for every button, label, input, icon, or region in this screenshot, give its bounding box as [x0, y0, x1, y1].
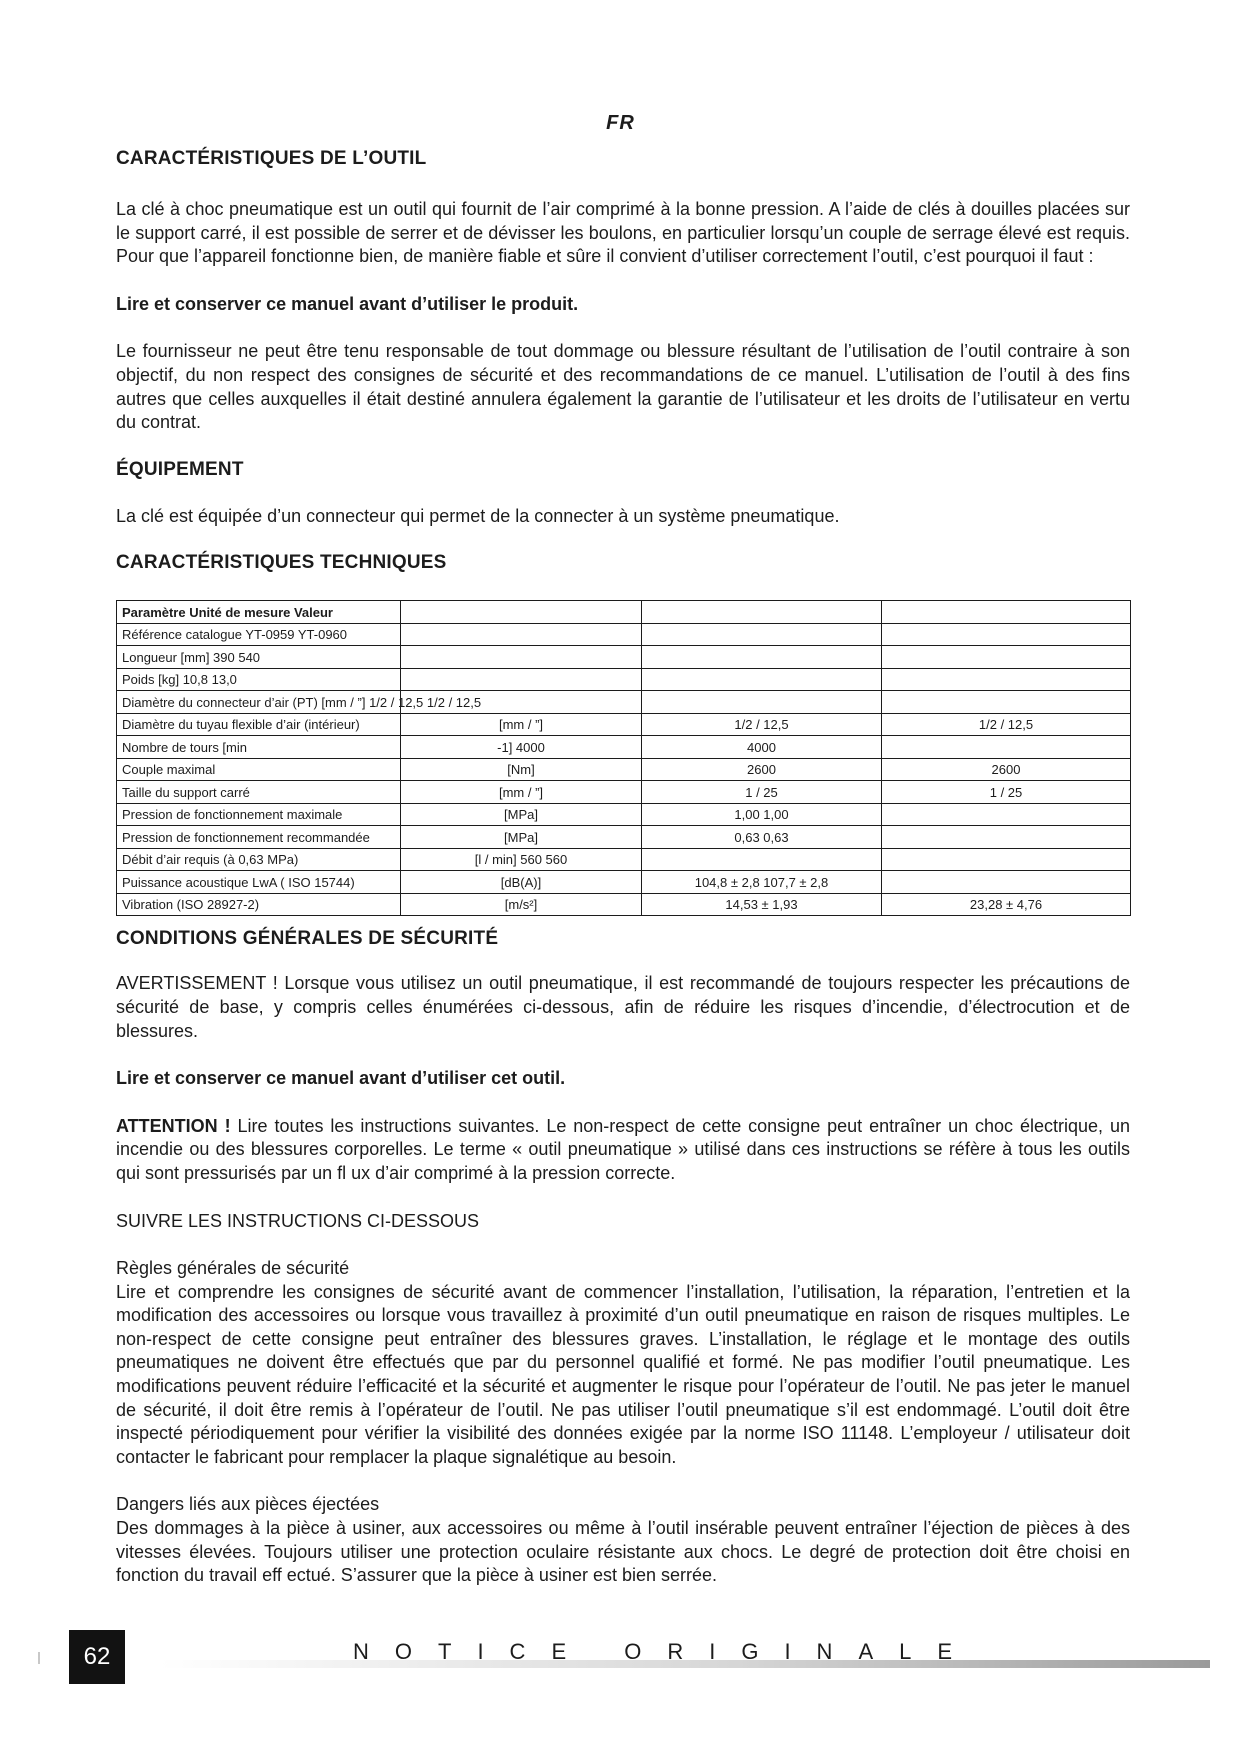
table-cell: Couple maximal — [117, 758, 401, 781]
table-cell: 4000 — [642, 736, 882, 759]
attention-label: ATTENTION ! — [116, 1115, 231, 1136]
specs-table — [116, 600, 1131, 916]
table-row — [117, 781, 1131, 804]
table-cell — [642, 646, 882, 669]
table-cell: Diamètre du connecteur d’air (PT) [mm / ”] 1/2 / 12,5 1/2 / 12,5 — [117, 691, 401, 714]
table-cell: Puissance acoustique LwA ( ISO 15744) — [117, 871, 401, 894]
table-row — [117, 668, 1131, 691]
table-cell: [Nm] — [401, 758, 642, 781]
table-cell: [dB(A)] — [401, 871, 642, 894]
table-cell: [MPa] — [401, 826, 642, 849]
table-cell: Paramètre Unité de mesure Valeur — [117, 601, 401, 624]
table-cell: [MPa] — [401, 803, 642, 826]
table-cell: [l / min] 560 560 — [401, 848, 642, 871]
table-row — [117, 691, 1131, 714]
table-cell — [401, 601, 642, 624]
table-cell — [882, 826, 1131, 849]
paragraph-liability: Le fournisseur ne peut être tenu responsable de tout dommage ou blessure résultant de l’utilisation de l’outil contraire à son objectif, du non respect des consignes de sécurité et des recommandations de ce manuel. L’utilisation de l’outil à des fins autres que celles auxquelles il était destiné annulera également la garantie de l’utilisateur et les droits de l’utilisateur en vertu du contrat. — [116, 341, 1130, 433]
table-cell: Pression de fonctionnement recommandée — [117, 826, 401, 849]
table-cell: [m/s²] — [401, 893, 642, 916]
table-row — [117, 736, 1131, 759]
paragraph-intro: La clé à choc pneumatique est un outil qui fournit de l’air comprimé à la bonne pression. A l’aide de clés à douilles placées sur le support carré, il est possible de serrer et de dévisser les boulons, en particulier lorsqu’un couple de serrage élevé est requis. Pour que l’appareil fonctionne bien, de manière fiable et sûre il convient d’utiliser correctement l’outil, c’est pourquoi il faut : — [116, 199, 1130, 267]
table-row — [117, 848, 1131, 871]
attention-text: Lire toutes les instructions suivantes. Le non-respect de cette consigne peut entraîner un choc électrique, un incendie ou des blessures corporelles. Le terme « outil pneumatique » utilisé dans ces instructions se réfère à tous les outils qui sont pressurisés par un fl ux d’air comprimé à la pression correcte. — [116, 1115, 1130, 1183]
paragraph-follow-instructions: SUIVRE LES INSTRUCTIONS CI-DESSOUS — [116, 1210, 480, 1231]
table-row — [117, 646, 1131, 669]
table-cell: 1,00 1,00 — [642, 803, 882, 826]
table-cell — [882, 646, 1131, 669]
section-title-technical-specs: CARACTÉRISTIQUES TECHNIQUES — [116, 552, 447, 574]
table-row — [117, 601, 1131, 624]
table-cell: 2600 — [642, 758, 882, 781]
paragraph-read-manual-tool: Lire et conserver ce manuel avant d’utiliser cet outil. — [116, 1068, 566, 1089]
footer-tick — [38, 1652, 40, 1664]
table-cell: [mm / ”] — [401, 713, 642, 736]
table-row — [117, 826, 1131, 849]
language-label: FR — [606, 112, 635, 134]
paragraph-general-rules: Lire et comprendre les consignes de sécurité avant de commencer l’installation, l’utilisation, la réparation, l’entretien et la modification des accessoires ou lorsque vous travaillez à proximité d’un outil pneumatique en raison de risques multiples. Le non-respect de cette consigne peut entraîner des blessures graves. L’installation, le réglage et le montage des outils pneumatiques ne doivent être effectués que par du personnel qualifié et formé. Ne pas modifier l’outil pneumatique. Les modifications peuvent réduire l’efficacité et la sécurité et augmenter le risque pour l’opérateur de l’outil. Ne pas jeter le manuel de sécurité, il doit être remis à l’opérateur de l’outil. Ne pas utiliser l’outil pneumatique s’il est endommagé. L’outil doit être inspecté périodiquement pour vérifier la visibilité des données exigée par la norme ISO 11148. L’employeur / utilisateur doit contacter le fabricant pour remplacer la plaque signalétique au besoin. — [116, 1281, 1130, 1467]
table-cell: 23,28 ± 4,76 — [882, 893, 1131, 916]
table-cell: Vibration (ISO 28927-2) — [117, 893, 401, 916]
table-row — [117, 893, 1131, 916]
table-row — [117, 871, 1131, 894]
table-cell: 1 / 25 — [882, 781, 1131, 804]
table-cell — [882, 691, 1131, 714]
table-cell — [401, 668, 642, 691]
table-cell: Longueur [mm] 390 540 — [117, 646, 401, 669]
table-cell: Référence catalogue YT-0959 YT-0960 — [117, 623, 401, 646]
table-cell — [882, 871, 1131, 894]
table-cell: Débit d’air requis (à 0,63 MPa) — [117, 848, 401, 871]
table-cell: Taille du support carré — [117, 781, 401, 804]
table-cell — [882, 803, 1131, 826]
table-cell: 104,8 ± 2,8 107,7 ± 2,8 — [642, 871, 882, 894]
table-cell — [642, 623, 882, 646]
paragraph-equipment: La clé est équipée d’un connecteur qui permet de la connecter à un système pneumatique. — [116, 505, 840, 526]
footer-notice: NOTICE ORIGINALE — [353, 1639, 979, 1664]
table-cell — [642, 601, 882, 624]
paragraph-read-manual: Lire et conserver ce manuel avant d’utiliser le produit. — [116, 293, 579, 314]
table-row — [117, 758, 1131, 781]
table-cell: -1] 4000 — [401, 736, 642, 759]
table-cell: 1/2 / 12,5 — [882, 713, 1131, 736]
page-content — [116, 148, 1130, 1588]
table-cell — [882, 668, 1131, 691]
table-cell: 2600 — [882, 758, 1131, 781]
subheading-general-rules: Règles générales de sécurité — [116, 1258, 350, 1279]
table-cell — [882, 623, 1131, 646]
table-cell — [401, 623, 642, 646]
section-title-safety: CONDITIONS GÉNÉRALES DE SÉCURITÉ — [116, 928, 499, 950]
table-cell: Diamètre du tuyau flexible d’air (intérieur) — [117, 713, 401, 736]
section-title-equipment: ÉQUIPEMENT — [116, 458, 244, 480]
table-cell — [642, 848, 882, 871]
page-number: 62 — [69, 1630, 125, 1684]
paragraph-ejected-parts: Des dommages à la pièce à usiner, aux accessoires ou même à l’outil insérable peuvent entraîner l’éjection de pièces à des vitesses élevées. Toujours utiliser une protection oculaire résistante aux chocs. Le degré de protection doit être choisi en fonction du travail eff ectué. S’assurer que la pièce à usiner est bien serrée. — [116, 1518, 1130, 1586]
paragraph-attention — [116, 1115, 1130, 1186]
table-cell: 1 / 25 — [642, 781, 882, 804]
table-cell — [401, 646, 642, 669]
table-cell — [642, 691, 882, 714]
section-title-tool-characteristics: CARACTÉRISTIQUES DE L’OUTIL — [116, 148, 427, 169]
table-cell — [882, 736, 1131, 759]
table-cell: 14,53 ± 1,93 — [642, 893, 882, 916]
table-cell — [882, 601, 1131, 624]
table-cell: Pression de fonctionnement maximale — [117, 803, 401, 826]
table-cell: Nombre de tours [min — [117, 736, 401, 759]
table-row — [117, 623, 1131, 646]
table-row — [117, 713, 1131, 736]
subheading-ejected-parts: Dangers liés aux pièces éjectées — [116, 1494, 380, 1515]
table-cell: Poids [kg] 10,8 13,0 — [117, 668, 401, 691]
table-cell — [882, 848, 1131, 871]
paragraph-warning: AVERTISSEMENT ! Lorsque vous utilisez un outil pneumatique, il est recommandé de toujours respecter les précautions de sécurité de base, y compris celles énumérées ci-dessous, afin de réduire les risques d’incendie, d’électrocution et de blessures. — [116, 973, 1130, 1041]
table-cell: [mm / ”] — [401, 781, 642, 804]
table-cell: 1/2 / 12,5 — [642, 713, 882, 736]
table-row — [117, 803, 1131, 826]
table-cell — [642, 668, 882, 691]
table-cell: 0,63 0,63 — [642, 826, 882, 849]
